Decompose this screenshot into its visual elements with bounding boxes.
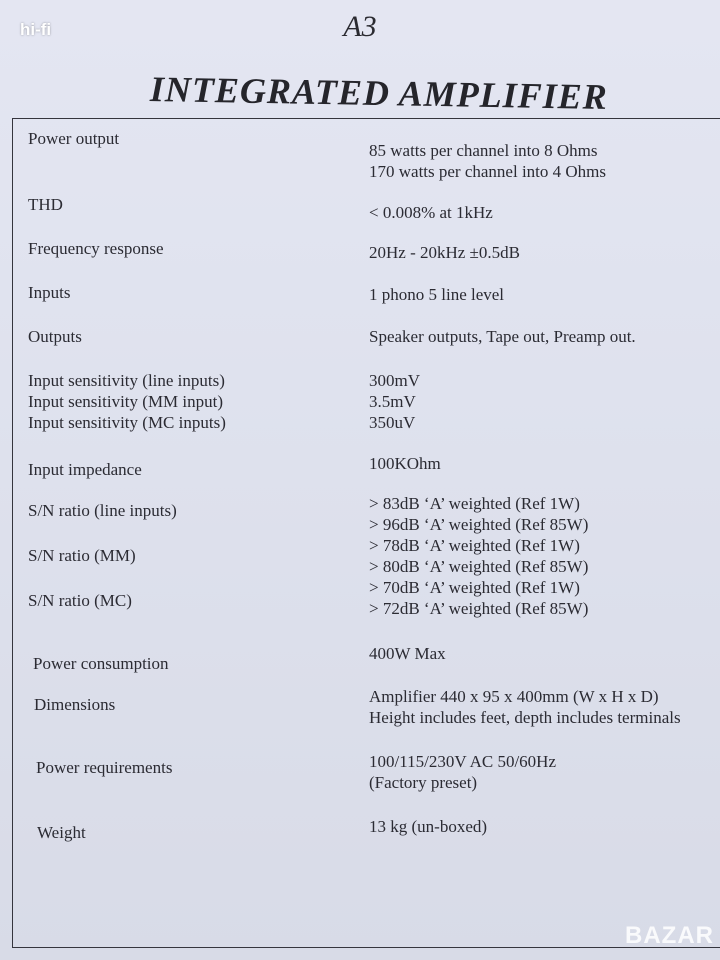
spec-value-line: > 72dB ‘A’ weighted (Ref 85W) [369,599,589,618]
spec-label-line: Input sensitivity (line inputs) [28,371,225,390]
model-name: A3 [343,10,377,43]
spec-label: THD [28,195,63,214]
spec-label: Frequency response [28,239,164,258]
spec-value [369,643,446,664]
spec-value-line: > 96dB ‘A’ weighted (Ref 85W) [369,515,589,534]
spec-value-line: 350uV [369,413,416,432]
spec-value [369,751,556,793]
spec-value-line: 100/115/230V AC 50/60Hz [369,752,557,771]
spec-value [369,326,636,347]
spec-value-line: 170 watts per channel into 4 Ohms [369,162,607,181]
spec-value [369,202,493,223]
spec-value-line: Amplifier 440 x 95 x 400mm (W x H x D) [369,687,659,706]
spec-label-line: S/N ratio (line inputs) [28,501,177,520]
spec-value-line: 1 phono 5 line level [369,285,505,304]
spec-label: Outputs [28,327,82,346]
spec-value-line: 85 watts per channel into 8 Ohms [369,141,598,160]
spec-label: Inputs [28,283,71,302]
spec-value-line: > 83dB ‘A’ weighted (Ref 1W) [369,494,580,513]
spec-value-line: > 78dB ‘A’ weighted (Ref 1W) [369,536,580,555]
page-title: INTEGRATED AMPLIFIER [149,69,609,117]
spec-value-line: 20Hz - 20kHz ±0.5dB [369,243,520,262]
spec-value-line: 100KOhm [369,454,441,473]
spec-value-line: (Factory preset) [369,773,478,792]
spec-label: Power requirements [36,758,173,777]
spec-label-line: Input sensitivity (MM input) [28,392,224,411]
spec-label: Power output [28,129,120,148]
spec-value [369,242,520,263]
site-tag: hi-fi [20,20,52,39]
spec-value-line: 300mV [369,371,420,390]
spec-label-line: S/N ratio (MM) [28,546,136,565]
spec-label: Power consumption [33,654,169,673]
spec-value [369,370,420,433]
spec-label: Input impedance [28,460,142,479]
spec-label [28,370,226,433]
spec-value-line: 400W Max [369,644,446,663]
spec-label-line: S/N ratio (MC) [28,591,132,610]
spec-label [28,500,177,611]
spec-value [369,453,441,474]
spec-value [369,493,588,619]
spec-value-line: 13 kg (un-boxed) [369,817,488,836]
spec-value [369,816,487,837]
spec-value [369,140,606,182]
spec-value [369,686,681,728]
spec-value-line: > 80dB ‘A’ weighted (Ref 85W) [369,557,589,576]
spec-value-line: < 0.008% at 1kHz [369,203,493,222]
spec-label: Dimensions [34,695,116,714]
spec-value [369,284,504,305]
watermark-logo: BAZAR [625,922,714,949]
spec-value-line: Speaker outputs, Tape out, Preamp out. [369,327,636,346]
spec-label: Weight [37,823,86,842]
spec-value-line: 3.5mV [369,392,416,411]
spec-value-line: Height includes feet, depth includes terminals [369,708,681,727]
spec-value-line: > 70dB ‘A’ weighted (Ref 1W) [369,578,580,597]
spec-label-line: Input sensitivity (MC inputs) [28,413,226,432]
